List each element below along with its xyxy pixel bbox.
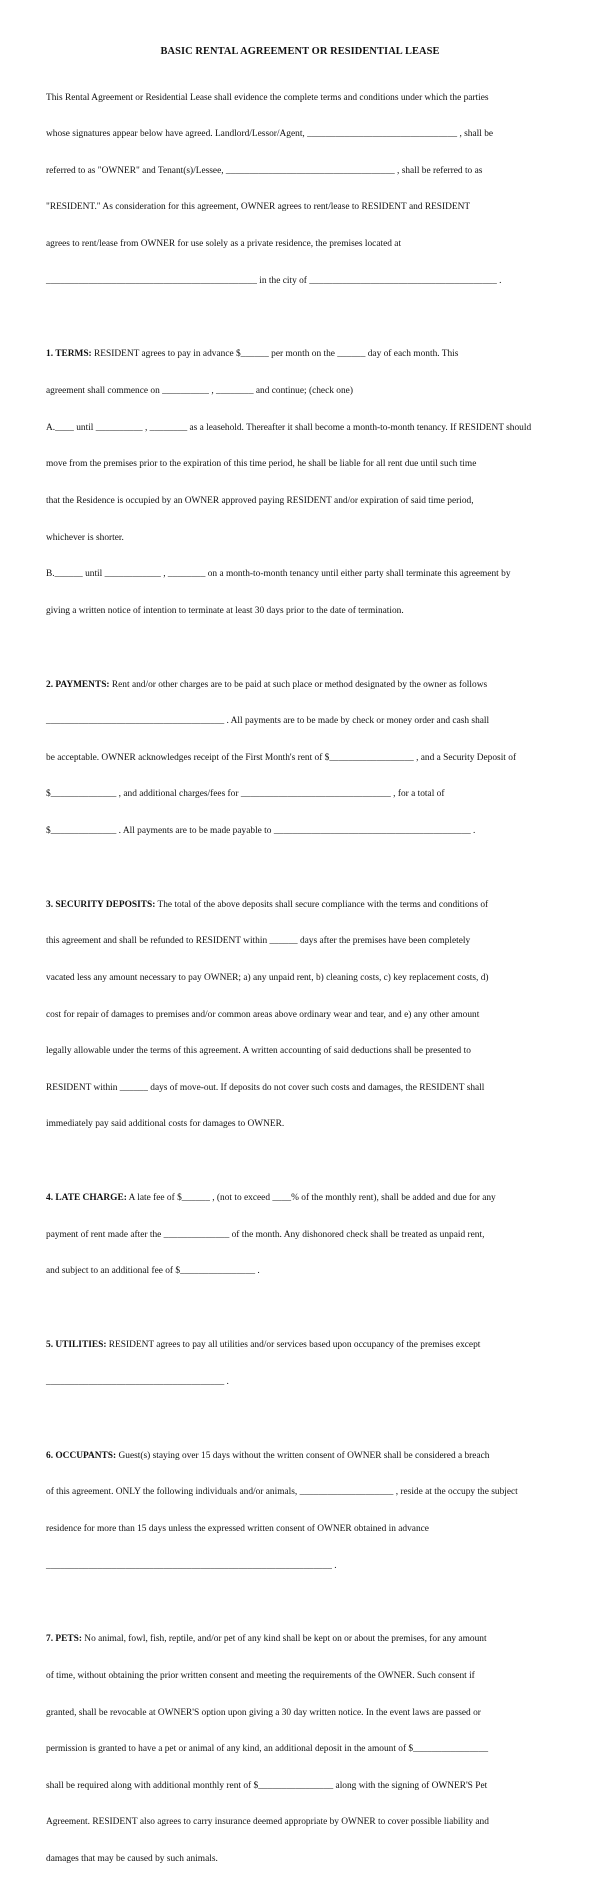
section-line: vacated less any amount necessary to pay OWNER; a) any unpaid rent, b) cleaning costs, c) key replacement costs, d) (46, 973, 489, 984)
intro-line: This Rental Agreement or Residential Lease shall evidence the complete terms and conditions under which the parties (46, 92, 489, 103)
section-line: permission is granted to have a pet or animal of any kind, an additional deposit in the amount of $________________ (46, 1744, 489, 1755)
section-line: Rent and/or other charges are to be paid at such place or method designated by the owner as follows (109, 679, 488, 690)
section-line: $______________ , and additional charges/fees for ________________________________ , for a total of (46, 789, 445, 800)
section-line: shall be required along with additional monthly rent of $________________ along with the signing of OWNER'S Pet (46, 1780, 488, 1791)
section-line: Guest(s) staying over 15 days without the written consent of OWNER shall be considered a breach (116, 1450, 490, 1461)
section-line: of this agreement. ONLY the following individuals and/or animals, ____________________ , reside at the occupy the subject (46, 1487, 518, 1498)
section-security-deposits (46, 874, 554, 1155)
section-occupants (46, 1425, 554, 1596)
section-line: ______________________________________ . All payments are to be made by check or money order and cash shall (46, 716, 490, 727)
intro-line: _____________________________________________ in the city of ________________________________________ . (46, 275, 502, 286)
section-utilities (46, 1315, 554, 1413)
section-line: RESIDENT agrees to pay in advance $______ per month on the ______ day of each month. This (91, 349, 459, 360)
section-line: that the Residence is occupied by an OWNER approved paying RESIDENT and/or expiration of said time period, (46, 495, 474, 506)
section-line: be acceptable. OWNER acknowledges receipt of the First Month's rent of $__________________ , and a Security Deposit of (46, 752, 517, 763)
section-line: RESIDENT within ______ days of move-out. If deposits do not cover such costs and damages, the RESIDENT shall (46, 1082, 485, 1093)
section-line: payment of rent made after the ______________ of the month. Any dishonored check shall be treated as unpaid rent, (46, 1229, 485, 1240)
section-line: this agreement and shall be refunded to RESIDENT within ______ days after the premises have been completely (46, 936, 471, 947)
section-line: $______________ . All payments are to be made payable to __________________________________________ . (46, 825, 476, 836)
section-line: _____________________________________________________________ . (46, 1560, 337, 1571)
section-line: RESIDENT agrees to pay all utilities and/or services based upon occupancy of the premises except (106, 1340, 481, 1351)
section-line: residence for more than 15 days unless the expressed written consent of OWNER obtained in advance (46, 1523, 429, 1534)
section-line: B.______ until ____________ , ________ on a month-to-month tenancy until either party shall terminate this agreement by (46, 569, 511, 580)
section-line: agreement shall commence on __________ , ________ and continue; (check one) (46, 386, 353, 397)
section-heading: 1. TERMS: (46, 349, 92, 360)
section-line: damages that may be caused by such animals. (46, 1854, 218, 1865)
intro-line: agrees to rent/lease from OWNER for use solely as a private residence, the premises located at (46, 239, 402, 250)
section-line: whichever is shorter. (46, 532, 124, 543)
section-line: A.____ until __________ , ________ as a leasehold. Thereafter it shall become a month-to-month tenancy. If RESIDENT should (46, 422, 532, 433)
section-line: No animal, fowl, fish, reptile, and/or pet of any kind shall be kept on or about the premises, for any amount (81, 1634, 487, 1645)
section-heading: 3. SECURITY DEPOSITS: (46, 899, 156, 910)
intro-line: "RESIDENT." As consideration for this agreement, OWNER agrees to rent/lease to RESIDENT and RESIDENT (46, 202, 471, 213)
section-terms (46, 324, 554, 641)
section-line: A late fee of $______ , (not to exceed ____% of the monthly rent), shall be added and due for any (126, 1193, 496, 1204)
section-line: The total of the above deposits shall secure compliance with the terms and conditions of (155, 899, 489, 910)
section-heading: 7. PETS: (46, 1634, 82, 1645)
section-heading: 6. OCCUPANTS: (46, 1450, 117, 1461)
section-heading: 2. PAYMENTS: (46, 679, 110, 690)
section-line: legally allowable under the terms of this agreement. A written accounting of said deductions shall be presented to (46, 1046, 471, 1057)
section-heading: 4. LATE CHARGE: (46, 1193, 127, 1204)
section-heading: 5. UTILITIES: (46, 1340, 107, 1351)
section-line: of time, without obtaining the prior written consent and meeting the requirements of the OWNER. Such consent if (46, 1670, 475, 1681)
section-line: granted, shall be revocable at OWNER'S option upon giving a 30 day written notice. In the event laws are passed or (46, 1707, 481, 1718)
intro-line: referred to as "OWNER" and Tenant(s)/Lessee, ____________________________________ , shall be referred to as (46, 165, 483, 176)
intro-paragraph (46, 67, 554, 311)
section-line: giving a written notice of intention to terminate at least 30 days prior to the date of termination. (46, 605, 404, 616)
section-line: move from the premises prior to the expiration of this time period, he shall be liable for all rent due until such time (46, 459, 477, 470)
section-line: and subject to an additional fee of $________________ . (46, 1266, 260, 1277)
section-late-charge (46, 1168, 554, 1302)
section-pets (46, 1609, 554, 1890)
section-line: immediately pay said additional costs for damages to OWNER. (46, 1119, 285, 1130)
section-line: ______________________________________ . (46, 1376, 229, 1387)
document-title: BASIC RENTAL AGREEMENT OR RESIDENTIAL LEASE (160, 46, 440, 57)
intro-line: whose signatures appear below have agreed. Landlord/Lessor/Agent, ________________________________ , shall be (46, 129, 494, 140)
section-payments (46, 654, 554, 861)
section-line: Agreement. RESIDENT also agrees to carry insurance deemed appropriate by OWNER to cover possible liability and (46, 1817, 489, 1828)
section-line: cost for repair of damages to premises and/or common areas above ordinary wear and tear, and e) any other amount (46, 1009, 480, 1020)
